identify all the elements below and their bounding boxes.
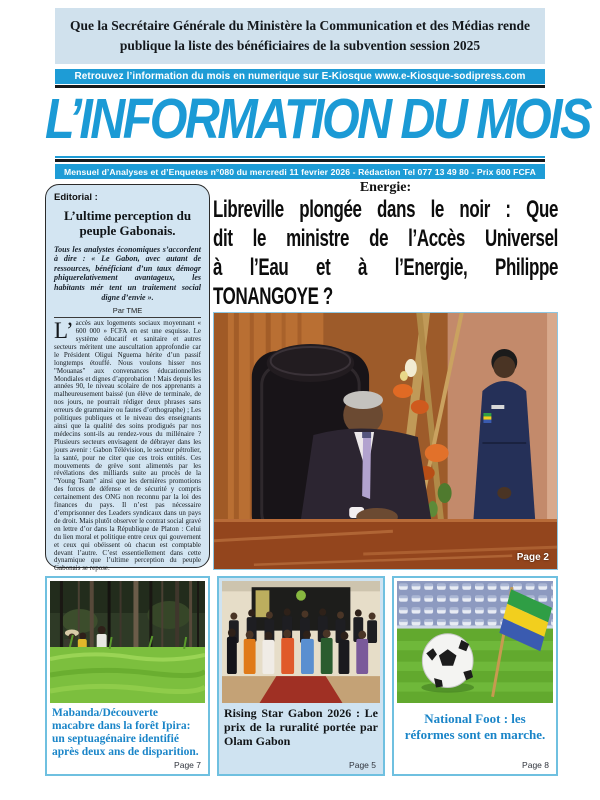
ekiosque-bar-text: Retrouvez l’information du mois en numerique sur E-Kiosque www.e-Kiosque-sodipress.com — [74, 71, 526, 82]
story-page-ref: Page 8 — [522, 760, 549, 770]
lead-photo — [213, 312, 558, 570]
story-caption: Rising Star Gabon 2026 : Le prix de la ruralité portée par Olam Gabon — [224, 706, 378, 748]
masthead-underline-blue — [55, 156, 545, 158]
minister-at-desk-photo — [214, 313, 557, 569]
story-caption: Mabanda/Découverte macabre dans la forêt Ipira: un septuagénaire identifié après deux ans de disparition. — [52, 707, 199, 758]
top-banner-text: Que la Secrétaire Générale du Ministère la Communication et des Médias rende publique la liste des bénéficiaires de la subvention session 2025 — [69, 18, 531, 53]
story-page-ref: Page 5 — [349, 760, 376, 770]
football-photo — [397, 581, 553, 703]
story-box-mabanda — [45, 576, 210, 776]
forest-photo — [50, 581, 205, 703]
masthead-underline-black — [55, 159, 545, 162]
story-caption: National Foot : les réformes sont en marche. — [404, 711, 546, 742]
editorial-title: L’ultime perception du peuple Gabonais. — [63, 208, 192, 239]
editorial-quote: Tous les analystes économiques s’accordent à dire : « Le Gabon, avec autant de ressources, bénéficiant d’un taux démogr phiquerelativement avantageux, les habitants mér tent un traitement social digne d’envie ». — [54, 244, 201, 302]
group-photo — [222, 581, 380, 703]
editorial-byline: Par TME — [54, 306, 201, 318]
lead-headline-line: à l’Eau et à l’Energie, Philippe — [213, 254, 558, 281]
lead-headline-line: TONANGOYE ? — [213, 283, 333, 310]
editorial-box — [45, 184, 210, 573]
story-box-national-foot — [392, 576, 558, 776]
football-gabon-flag-photo — [397, 581, 553, 703]
ekiosque-bar — [55, 68, 545, 85]
lead-headline-line: dit le ministre de l’Accès Universel — [213, 225, 558, 252]
issue-bar-text: Mensuel d’Analyses et d’Enquetes n°080 du mercredi 11 fevrier 2026 - Rédaction Tel 077 13 49 80 - Prix 600 FCFA — [64, 166, 536, 177]
forest-search-photo — [50, 581, 205, 703]
story-box-rising-star — [217, 576, 385, 776]
lead-headline — [213, 196, 558, 312]
issue-bar — [55, 164, 545, 179]
lead-kicker: Energie: — [359, 180, 412, 195]
top-banner — [55, 8, 545, 64]
editorial-label: Editorial : — [54, 192, 98, 203]
award-group-photo — [222, 581, 380, 703]
masthead-title: L’INFORMATION DU MOIS — [45, 87, 590, 151]
editorial-body: L’accès aux logements sociaux moyennant « 600 000 » FCFA en est une esquisse. Le système éducatif et sanitaire et autres secteurs méritent une auscultation approfondie car le Président Oligui Nguema hérite d’un passif longtemps étouffé. Nous voulons hisser nos "Mouanas" aux convenances éducationnelles Mondiales et dignes d’approbation ! Mais depuis les années 90, le niveau scolaire de nos apprenants a malheureusement baissé (un élève de terminale, de nos jours, ne pourrait rédiger deux phrases sans erreurs de grammaire ou fautes d’orthographe) ; Les politiques publiques et le niveau des enseignants ainsi que la qualité des soins prodigués par nos médecins sont-ils au rendez-vous du millénaire ? Plusieurs secteurs envisagent de débrayer dans les jours avenir : Gabon Télévision, le secteur pétrolier, la santé, pour ne citer que ces trois entités. Ces mouvements de grève sont alimentés par les révélations des milliards suite au procès de la "Young Team" ainsi que les dernières promotions des forces de défense et de sécurité y compris certainement des ONG non reconnu par la loi des finances du pays. Il n’est pas nécessaire d’emprisonner des Leaders syndicaux dans un pays de droit. Mais plutôt observer le contrat social gravé en lettre d’or dans la République de Platon : Celui du lien moral et politique entre ceux qui gouvernent et ceux qui obéissent où chacun est comptable devant l’autre. C’est essentiellement dans cette dynamique que l’ultime perception du peuple Gabonais se repose. — [54, 318, 201, 573]
lead-page-ref: Page 2 — [516, 552, 549, 563]
lead-headline-line: Libreville plongée dans le noir : Que — [213, 196, 558, 223]
story-page-ref: Page 7 — [174, 760, 201, 770]
